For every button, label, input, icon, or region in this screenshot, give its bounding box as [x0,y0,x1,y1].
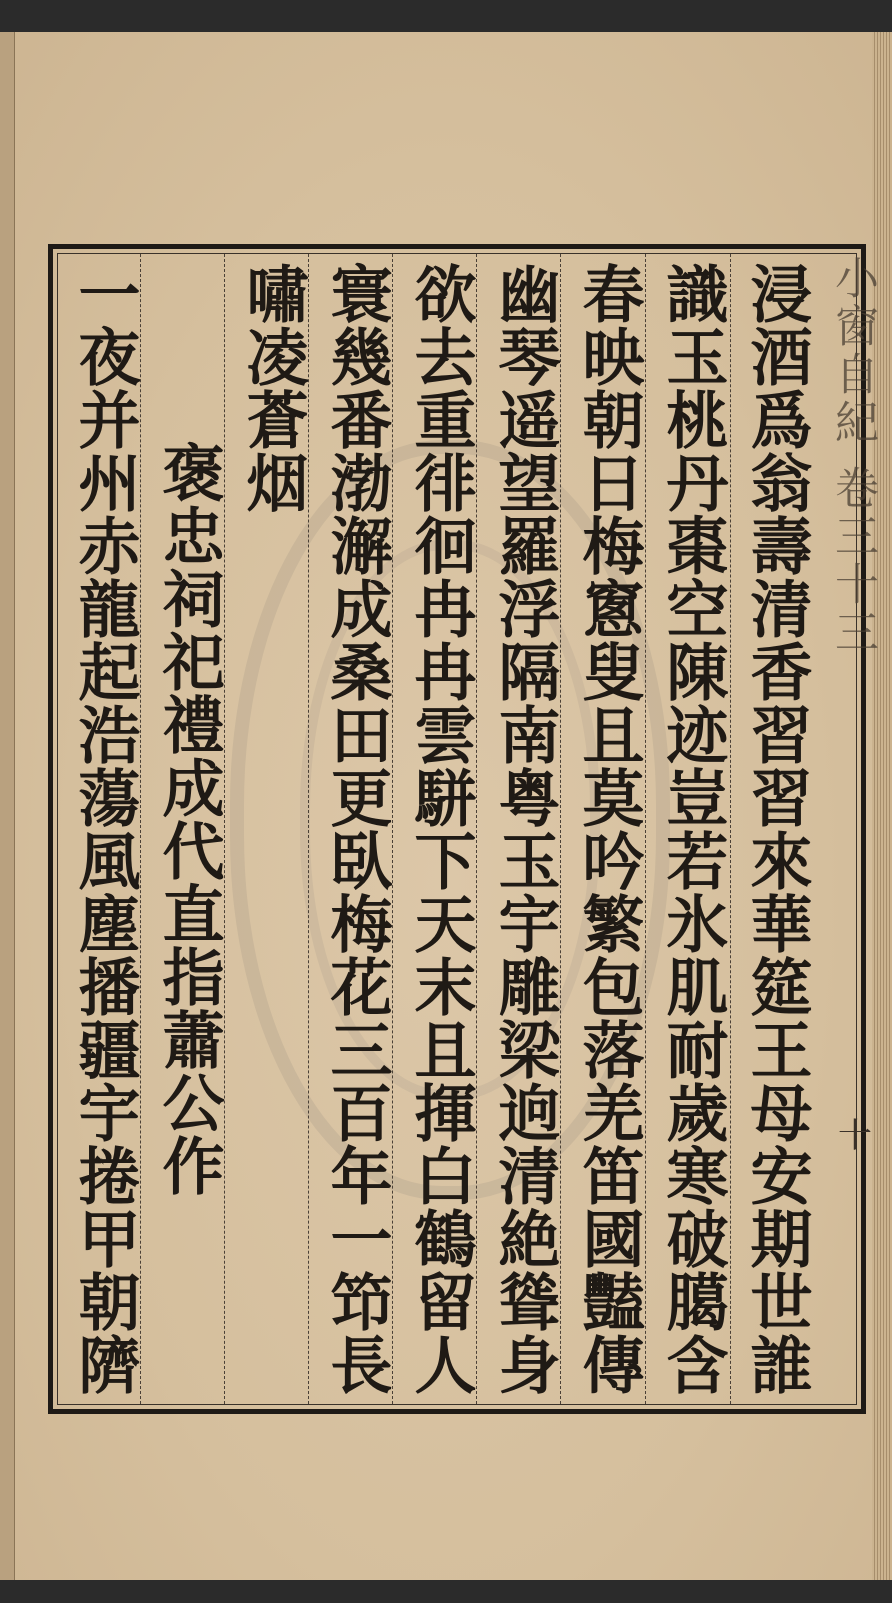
text-column-6: 寰幾番渤澥成桑田更臥梅花三百年一笻長 [320,262,393,1396]
text-column-7: 嘯凌蒼烟 [236,262,309,514]
text-column-2: 識玉桃丹棗空陳迹豈若氷肌耐歲寒破臈含 [656,262,729,1396]
text-column-9: 一夜并州赤龍起浩蕩風塵播疆宇捲甲朝隮 [68,262,141,1396]
page-number: 十 [838,1116,872,1156]
text-column-3: 春映朝日梅窻叟且莫吟繁包落羌笛國豔傳 [572,262,645,1396]
text-column-1: 浸酒爲翁壽清香習習來華筵王母安期世誰 [740,262,813,1396]
previous-page-edge [0,32,15,1580]
margin-title: 小窗自紀 卷三十三 [827,255,878,657]
text-column-5: 欲去重徘徊冉冉雲駢下天末且揮白鶴留人 [404,262,477,1396]
text-column-4: 幽琴遥望羅浮隔南粤玉宇雕梁逈清絶聳身 [488,262,561,1396]
text-column-8-heading: 褒忠祠祀禮成代直指蕭公作 [152,378,225,1197]
